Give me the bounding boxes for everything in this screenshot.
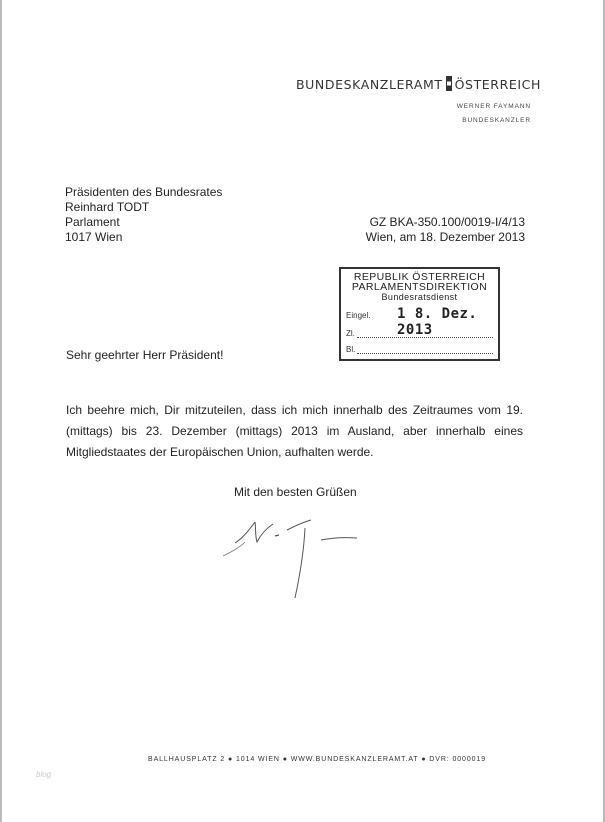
stamp-bl-label: Bl. bbox=[346, 345, 356, 354]
stamp-zl-line bbox=[357, 329, 493, 338]
recipient-line-4: 1017 Wien bbox=[65, 230, 123, 244]
signature bbox=[215, 508, 375, 608]
stamp-line-2: PARLAMENTSDIREKTION bbox=[351, 281, 488, 293]
reference-number: GZ BKA-350.100/0019-I/4/13 bbox=[369, 215, 525, 229]
recipient-line-2: Reinhard TODT bbox=[65, 200, 150, 214]
receipt-stamp bbox=[339, 267, 500, 361]
letterhead-person: WERNER FAYMANN bbox=[456, 103, 531, 110]
stamp-line-1: REPUBLIK ÖSTERREICH bbox=[353, 271, 486, 283]
stamp-bl-line bbox=[357, 345, 493, 354]
closing: Mit den besten Grüßen bbox=[234, 485, 357, 499]
org-name-left: BUNDESKANZLERAMT bbox=[296, 77, 443, 92]
org-name-right: ÖSTERREICH bbox=[454, 77, 541, 92]
letter-footer: BALLHAUSPLATZ 2 ● 1014 WIEN ● WWW.BUNDESKANZLERAMT.AT ● DVR: 0000019 bbox=[148, 756, 487, 763]
reference-block bbox=[366, 215, 525, 245]
stamp-eingel-label: Eingel. bbox=[346, 311, 371, 320]
letterhead-brand bbox=[296, 76, 541, 92]
recipient-line-3: Parlament bbox=[65, 215, 120, 229]
body-paragraph: Ich beehre mich, Dir mitzuteilen, dass ich mich innerhalb des Zeitraumes vom 19. (mittags) bis 23. Dezember (mittags) 2013 im Ausland, aber innerhalb eines Mitgliedstaates der Europäischen Union, aufhalten werde. bbox=[66, 403, 523, 459]
place-date: Wien, am 18. Dezember 2013 bbox=[365, 230, 525, 244]
austrian-flag-icon bbox=[446, 76, 452, 91]
letterhead-title: BUNDESKANZLER bbox=[462, 117, 531, 124]
stamp-line-3: Bundesratsdienst bbox=[381, 292, 458, 302]
letterhead bbox=[296, 76, 541, 124]
salutation: Sehr geehrter Herr Präsident! bbox=[66, 348, 224, 362]
stamp-zl-label: Zl. bbox=[346, 329, 355, 338]
recipient-address bbox=[65, 185, 222, 245]
recipient-line-1: Präsidenten des Bundesrates bbox=[65, 185, 223, 199]
watermark: blog bbox=[36, 770, 52, 779]
scan-edge-left bbox=[0, 0, 2, 822]
stamp-date: 1 8. Dez. 2013 bbox=[397, 306, 478, 338]
